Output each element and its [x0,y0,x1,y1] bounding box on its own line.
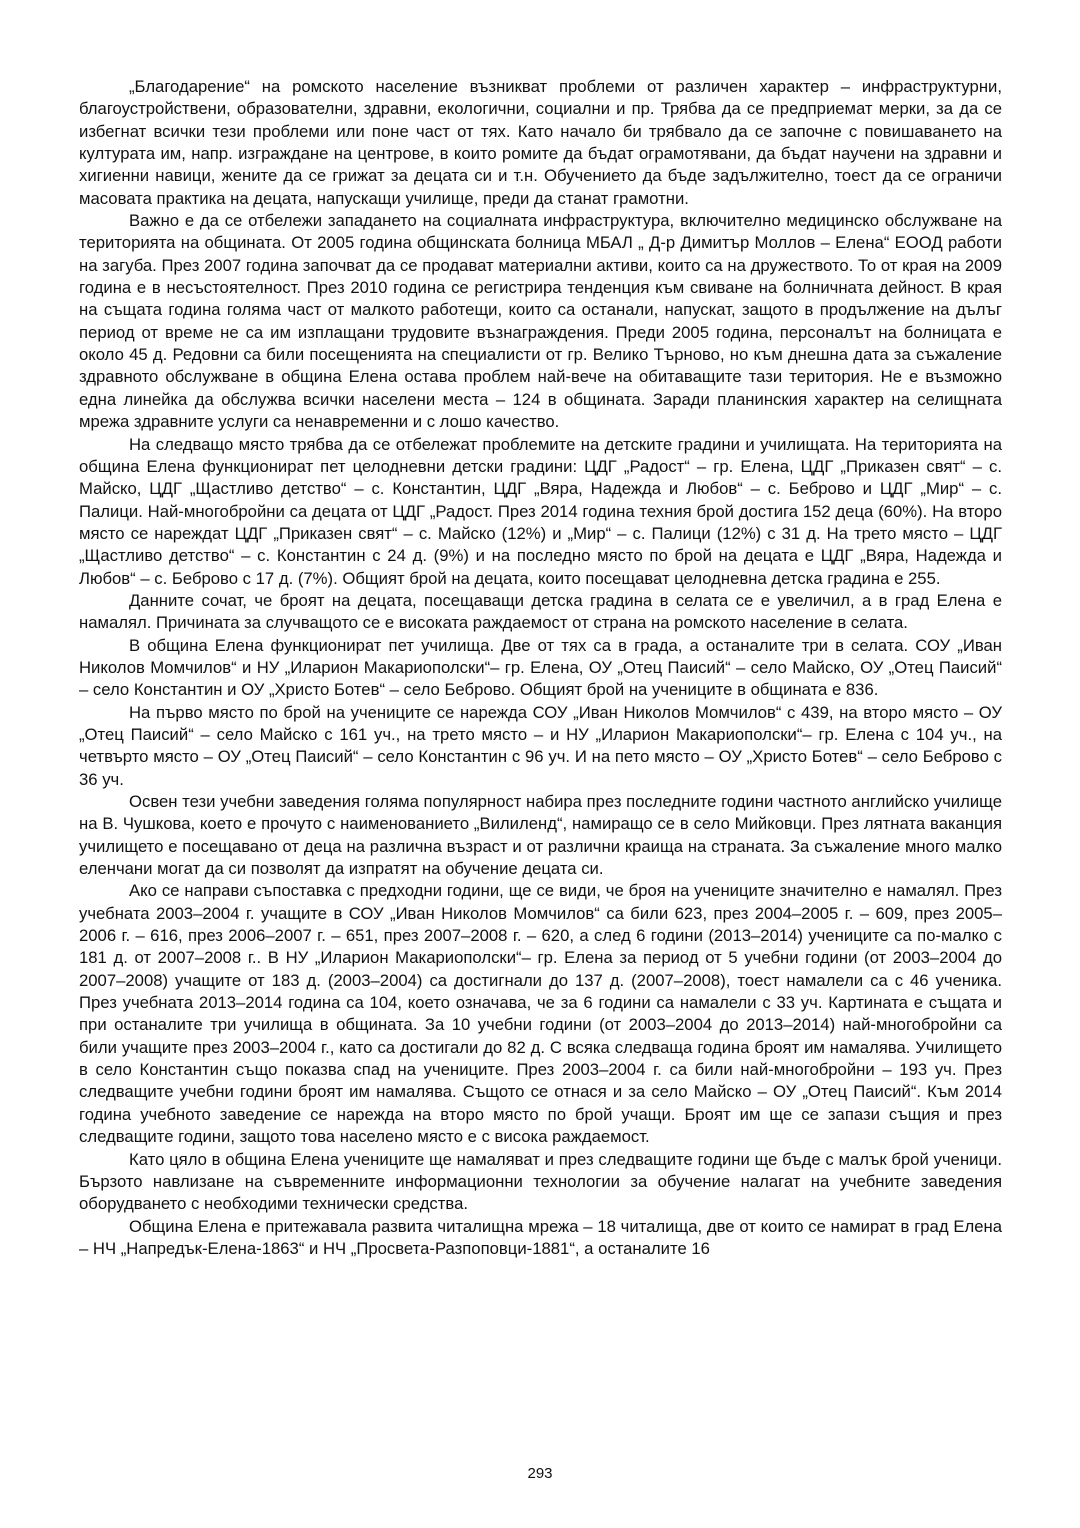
page-number: 293 [527,1465,553,1482]
paragraph-kindergarten-trend: Данните сочат, че броят на децата, посещаващи детска градина в селата се е увеличил, а в град Елена е намалял. Причината за случващото се е високата раждаемост от страна на ромското население в селата. [79,590,1002,633]
paragraph-student-decline: Ако се направи съпоставка с предходни години, ще се види, че броя на учениците значително е намалял. През учебната 2003–2004 г. учащите в СОУ „Иван Николов Момчилов“ са били 623, през 2004–2005 г. – 609, през 2005–2006 г. – 616, през 2006–2007 г. – 651, през 2007–2008 г. – 620, а след 6 години (2013–2014) учениците са по-малко с 181 д. от 2007–2008 г.. В НУ „Иларион Макариополски“– гр. Елена за период от 5 учебни години (от 2003–2004 до 2007–2008) учащите от 183 д. (2003–2004) са достигнали до 137 д. (2007–2008), тоест намалели са с 46 ученика. През учебната 2013–2014 година са 104, което означава, че за 6 години са намалели с 33 уч. Картината е същата и при останалите три училища в общината. За 10 учебни години (от 2003–2004 до 2013–2014) най-многобройни са били учащите през 2003–2004 г., като са достигали до 82 д. С всяка следваща година броят им намалява. Училището в село Константин също показва спад на учениците. През 2003–2004 г. са били най-многобройни – 193 уч. През следващите учебни години броят им намалява. Същото се отнася и за село Майско – ОУ „Отец Паисий“. Към 2014 година учебното заведение се нарежда на второ място по брой учащи. Броят им ще се запази същия и през следващите години, защото това населено място е с висока раждаемост. [79,881,1002,1147]
document-body [79,76,1002,1260]
paragraph-roma-problems: „Благодарение“ на ромското население възникват проблеми от различен характер – инфраструктурни, благоустройствени, образователни, здравни, екологични, социални и пр. Трябва да се предприемат мерки, за да се избегнат всички тези проблеми или поне част от тях. Като начало би трябвало да се започне с повишаването на културата им, напр. изграждане на центрове, в които ромите да бъдат ограмотявани, да бъдат научени на здравни и хигиенни навици, жените да се грижат за децата си и т.н. Обучението да бъде задължително, тоест да се ограничи масовата практика на децата, напускащи училище, преди да станат грамотни. [79,77,1002,208]
paragraph-private-school: Освен тези учебни заведения голяма популярност набира през последните години частното английско училище на В. Чушкова, което е прочуто с наименованието „Вилиленд“, намиращо се в село Мийковци. През лятната ваканция училището е посещавано от деца на различна възраст и от различни краища на страната. За съжаление много малко еленчани могат да си позволят да изпратят на обучение децата си. [79,792,1002,879]
paragraph-healthcare: Важно е да се отбележи западането на социалната инфраструктура, включително медицинско обслужване на територията на общината. От 2005 година общинската болница МБАЛ „ Д-р Димитър Моллов – Елена“ ЕООД работи на загуба. През 2007 година започват да се продават материални активи, които са на дружеството. То от края на 2009 година е в несъстоятелност. През 2010 година се регистрира тенденция към свиване на болничната дейност. В края на същата година голяма част от малкото работещи, които са останали, напускат, защото в продължение на дълъг период от време не са им изплащани трудовите възнаграждения. Преди 2005 година, персоналът на болницата е около 45 д. Редовни са били посещенията на специалисти от гр. Велико Търново, но към днешна дата за съжаление здравното обслужване в община Елена остава проблем най-вече на обитаващите тази територия. Не е възможно една линейка да обслужва всички населени места – 124 в общината. Заради планинския характер на селищната мрежа здравните услуги са ненавременни и с лошо качество. [79,211,1002,432]
paragraph-schools: В община Елена функционират пет училища. Две от тях са в града, а останалите три в селата. СОУ „Иван Николов Момчилов“ и НУ „Иларион Макариополски“– гр. Елена, ОУ „Отец Паисий“ – село Майско, ОУ „Отец Паисий“ – село Константин и ОУ „Христо Ботев“ – село Беброво. Общият брой на учениците в общината е 836. [79,635,1002,700]
paragraph-community-centres: Община Елена е притежавала развита читалищна мрежа – 18 читалища, две от които се намират в град Елена – НЧ „Напредък-Елена-1863“ и НЧ „Просвета-Разпоповци-1881“, а останалите 16 [79,1216,1002,1258]
paragraph-outlook: Като цяло в община Елена учениците ще намаляват и през следващите години ще бъде с малък брой ученици. Бързото навлизане на съвременните информационни технологии за обучение налагат на учебните заведения оборудването с необходими технически средства. [79,1149,1002,1214]
paragraph-school-ranking: На първо място по брой на учениците се нарежда СОУ „Иван Николов Момчилов“ с 439, на второ място – ОУ „Отец Паисий“ – село Майско с 161 уч., на трето място – и НУ „Иларион Макариополски“– гр. Елена с 104 уч., на четвърто място – ОУ „Отец Паисий“ – село Константин с 96 уч. И на пето място – ОУ „Христо Ботев“ – село Беброво с 36 уч. [79,702,1002,789]
paragraph-kindergartens: На следващо място трябва да се отбележат проблемите на детските градини и училищата. На територията на община Елена функционират пет целодневни детски градини: ЦДГ „Радост“ – гр. Елена, ЦДГ „Приказен свят“ – с. Майско, ЦДГ „Щастливо детство“ – с. Константин, ЦДГ „Вяра, Надежда и Любов“ – с. Беброво и ЦДГ „Мир“ – с. Палици. Най-многобройни са децата от ЦДГ „Радост. През 2014 година техния брой достига 152 деца (60%). На второ място се нареждат ЦДГ „Приказен свят“ – с. Майско (12%) и „Мир“ – с. Палици (12%) с 31 д. На трето място – ЦДГ „Щастливо детство“ – с. Константин с 24 д. (9%) и на последно място по брой на децата е ЦДГ „Вяра, Надежда и Любов“ – с. Беброво с 17 д. (7%). Общият брой на децата, които посещават целодневна детска градина е 255. [79,434,1002,588]
